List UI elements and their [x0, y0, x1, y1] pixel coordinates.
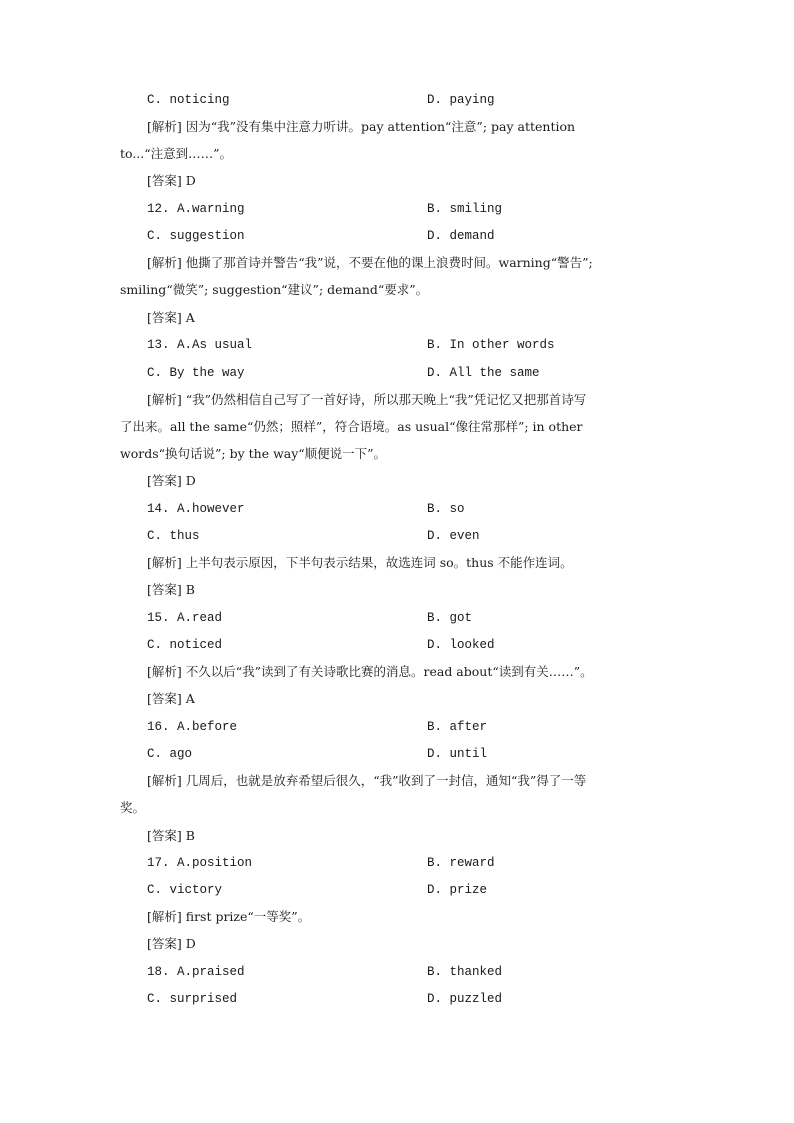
answer-line: [答案] D [147, 473, 196, 488]
analysis-line: [解析] 他撕了那首诗并警告“我”说，不要在他的课上浪费时间。warning“警告”; [147, 255, 593, 270]
option-line: B. after [427, 720, 488, 734]
text-line: 奖。 [120, 800, 146, 815]
analysis-line: [解析] “我”仍然相信自己写了一首好诗，所以那天晚上“我”凭记忆又把那首诗写 [147, 392, 587, 407]
option-line: D. All the same [427, 366, 540, 380]
option-line: 12. A.warning [147, 202, 245, 216]
analysis-line: [解析] 不久以后“我”读到了有关诗歌比赛的消息。read about“读到有关……”。 [147, 664, 593, 679]
option-line: D. until [427, 747, 488, 761]
text-line: to...“注意到……”。 [120, 146, 233, 161]
option-line: C. victory [147, 883, 223, 897]
text-line: 了出来。all the same“仍然；照样”，符合语境。as usual“像往常那样”; in other [120, 419, 583, 434]
option-line: 15. A.read [147, 611, 223, 625]
analysis-line: [解析] first prize“一等奖”。 [147, 909, 311, 924]
option-line: B. In other words [427, 338, 555, 352]
option-line: B. smiling [427, 202, 503, 216]
analysis-line: [解析] 几周后，也就是放弃希望后很久，“我”收到了一封信，通知“我”得了一等 [147, 773, 587, 788]
analysis-line: [解析] 上半句表示原因，下半句表示结果，故选连词 so。thus 不能作连词。 [147, 555, 573, 570]
option-line: D. even [427, 529, 480, 543]
answer-line: [答案] D [147, 936, 196, 951]
option-line: D. prize [427, 883, 488, 897]
option-line: D. puzzled [427, 992, 503, 1006]
answer-line: [答案] A [147, 310, 195, 325]
option-line: D. looked [427, 638, 495, 652]
option-line: D. demand [427, 229, 495, 243]
option-line: C. surprised [147, 992, 238, 1006]
option-line: 13. A.As usual [147, 338, 253, 352]
option-line: B. reward [427, 856, 495, 870]
option-line: C. noticing [147, 93, 230, 107]
option-line: C. By the way [147, 366, 245, 380]
option-line: B. thanked [427, 965, 503, 979]
option-line: 16. A.before [147, 720, 238, 734]
answer-line: [答案] B [147, 828, 195, 843]
option-line: C. ago [147, 747, 193, 761]
answer-line: [答案] B [147, 582, 195, 597]
answer-line: [答案] D [147, 173, 196, 188]
option-line: C. suggestion [147, 229, 245, 243]
option-line: 14. A.however [147, 502, 245, 516]
analysis-line: [解析] 因为“我”没有集中注意力听讲。pay attention“注意”; pay attention [147, 119, 576, 134]
option-line: B. got [427, 611, 473, 625]
option-line: 17. A.position [147, 856, 253, 870]
text-line: smiling“微笑”; suggestion“建议”; demand“要求”。 [120, 282, 429, 297]
option-line: B. so [427, 502, 465, 516]
option-line: 18. A.praised [147, 965, 245, 979]
text-line: words“换句话说”; by the way“顺便说一下”。 [120, 446, 387, 461]
option-line: D. paying [427, 93, 495, 107]
option-line: C. noticed [147, 638, 223, 652]
answer-line: [答案] A [147, 691, 195, 706]
option-line: C. thus [147, 529, 200, 543]
